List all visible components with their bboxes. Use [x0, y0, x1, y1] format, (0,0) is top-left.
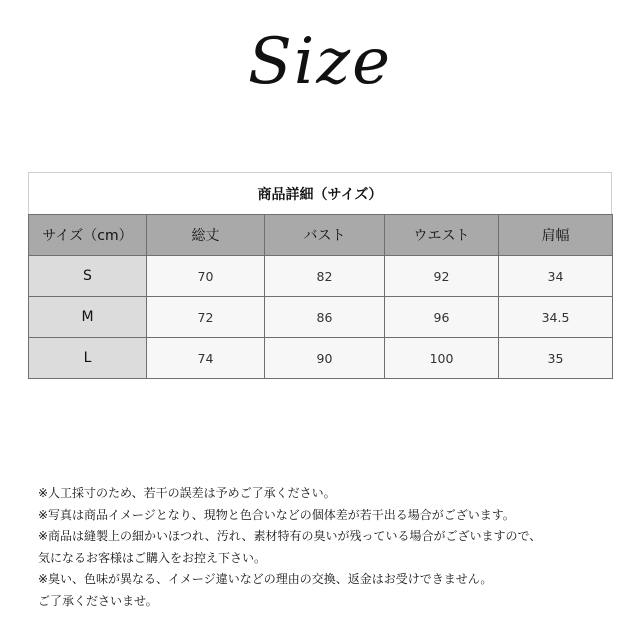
table-row — [29, 256, 613, 297]
row-size-label: M — [29, 297, 147, 338]
size-table-container — [28, 172, 612, 379]
cell-length: 72 — [147, 297, 265, 338]
note-line: ご了承くださいませ。 — [38, 593, 158, 608]
note-line: ※商品は縫製上の細かいほつれ、汚れ、素材特有の臭いが残っている場合がございますので、 — [38, 529, 542, 543]
table-header-row — [29, 215, 613, 256]
note-line: ※人工採寸のため、若干の誤差は予めご了承ください。 — [38, 486, 336, 500]
cell-shoulder: 35 — [499, 338, 613, 379]
row-size-label: S — [29, 256, 147, 297]
note-line: 気になるお客様はご購入をお控え下さい。 — [38, 550, 267, 565]
note-line: ※臭い、色味が異なる、イメージ違いなどの理由の交換、返金はお受けできません。 — [38, 572, 493, 586]
cell-length: 70 — [147, 256, 265, 297]
table-row — [29, 297, 613, 338]
header-shoulder: 肩幅 — [499, 215, 613, 256]
note-line: ※写真は商品イメージとなり、現物と色合いなどの個体差が若干出る場合がございます。 — [38, 507, 515, 522]
table-row — [29, 338, 613, 379]
cell-waist: 100 — [385, 338, 499, 379]
cell-bust: 86 — [265, 297, 385, 338]
page-title: Size — [248, 25, 392, 99]
cell-waist: 92 — [385, 256, 499, 297]
header-size: サイズ（cm） — [29, 215, 147, 256]
cell-shoulder: 34.5 — [499, 297, 613, 338]
size-table — [28, 214, 613, 379]
cell-shoulder: 34 — [499, 256, 613, 297]
header-length: 総丈 — [147, 215, 265, 256]
cell-waist: 96 — [385, 297, 499, 338]
header-waist: ウエスト — [385, 215, 499, 256]
table-caption: 商品詳細（サイズ） — [28, 172, 612, 214]
cell-bust: 82 — [265, 256, 385, 297]
notes-section — [38, 483, 618, 612]
cell-bust: 90 — [265, 338, 385, 379]
row-size-label: L — [29, 338, 147, 379]
header-bust: バスト — [265, 215, 385, 256]
cell-length: 74 — [147, 338, 265, 379]
